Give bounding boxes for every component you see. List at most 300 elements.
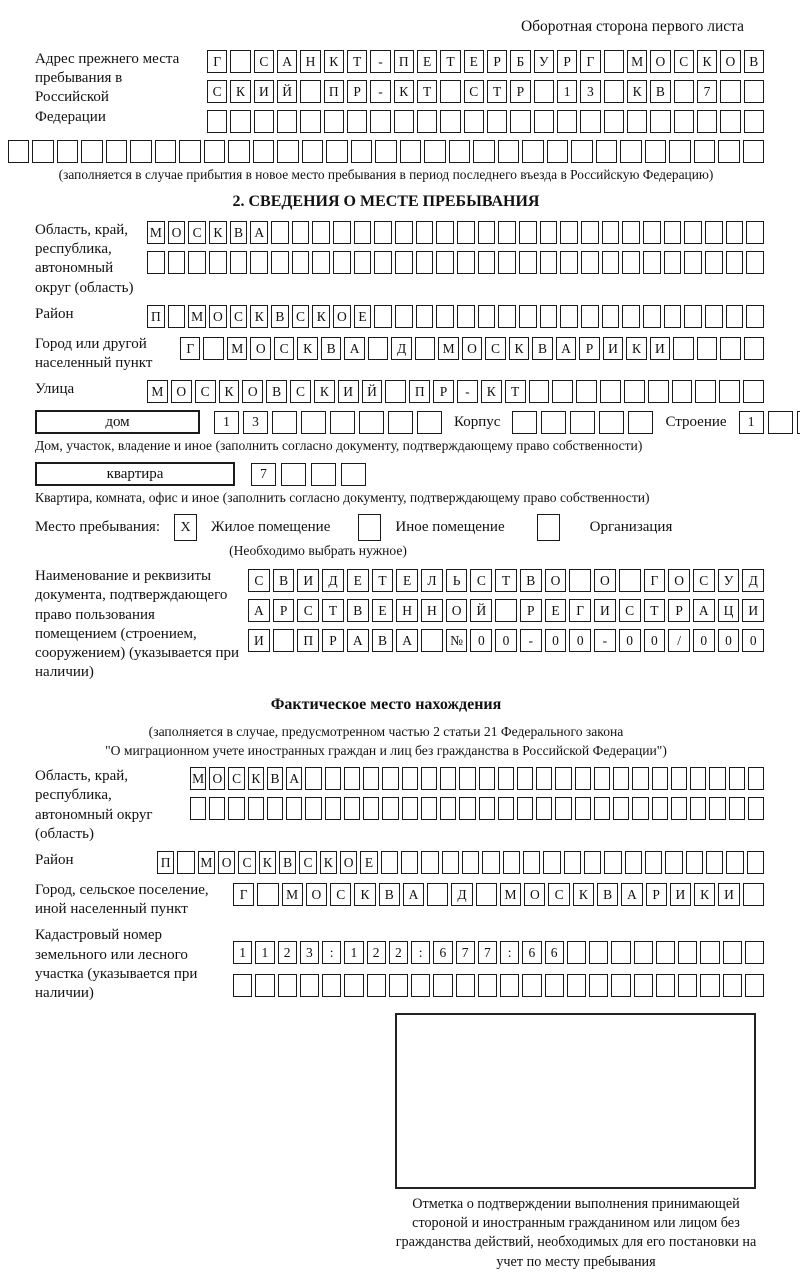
char-cell[interactable]: 2 [367, 941, 386, 964]
char-cell[interactable]: К [314, 380, 335, 403]
char-cell[interactable]: К [394, 80, 414, 103]
char-cell[interactable] [664, 221, 682, 244]
char-cell[interactable]: 2 [278, 941, 297, 964]
char-cell[interactable]: М [147, 380, 168, 403]
char-cell[interactable]: О [333, 305, 351, 328]
char-cell[interactable] [745, 974, 764, 997]
char-cell[interactable] [375, 140, 396, 163]
char-cell[interactable] [495, 599, 517, 622]
char-cell[interactable]: С [207, 80, 227, 103]
char-cell[interactable] [273, 629, 295, 652]
char-cell[interactable] [32, 140, 53, 163]
char-cell[interactable]: Г [580, 50, 600, 73]
char-cell[interactable]: О [242, 380, 263, 403]
char-cell[interactable] [746, 251, 764, 274]
char-cell[interactable]: 0 [495, 629, 517, 652]
char-cell[interactable]: Г [569, 599, 591, 622]
char-cell[interactable] [228, 140, 249, 163]
char-cell[interactable] [267, 797, 283, 820]
char-cell[interactable]: Е [545, 599, 567, 622]
char-cell[interactable] [312, 221, 330, 244]
char-cell[interactable] [498, 251, 516, 274]
char-cell[interactable] [498, 221, 516, 244]
char-cell[interactable] [627, 110, 647, 133]
char-cell[interactable] [204, 140, 225, 163]
char-cell[interactable]: Р [433, 380, 454, 403]
char-cell[interactable] [440, 767, 456, 790]
char-cell[interactable]: И [603, 337, 623, 360]
char-cell[interactable]: 1 [214, 411, 239, 434]
char-cell[interactable] [695, 380, 716, 403]
char-cell[interactable] [503, 851, 520, 874]
char-cell[interactable]: Н [421, 599, 443, 622]
char-cell[interactable] [363, 767, 379, 790]
char-cell[interactable]: С [238, 851, 255, 874]
char-cell[interactable] [632, 767, 648, 790]
char-cell[interactable]: М [500, 883, 521, 906]
char-cell[interactable] [648, 380, 669, 403]
char-cell[interactable] [395, 305, 413, 328]
char-cell[interactable] [705, 305, 723, 328]
char-cell[interactable]: О [650, 50, 670, 73]
char-cell[interactable] [498, 767, 514, 790]
char-cell[interactable] [581, 251, 599, 274]
char-cell[interactable]: Й [362, 380, 383, 403]
char-cell[interactable] [536, 797, 552, 820]
char-cell[interactable] [589, 941, 608, 964]
char-cell[interactable] [723, 974, 742, 997]
char-cell[interactable]: К [230, 80, 250, 103]
char-cell[interactable]: Й [277, 80, 297, 103]
char-cell[interactable]: П [324, 80, 344, 103]
char-cell[interactable]: Ц [718, 599, 740, 622]
char-cell[interactable]: С [292, 305, 310, 328]
char-cell[interactable] [168, 251, 186, 274]
char-cell[interactable]: Е [372, 599, 394, 622]
char-cell[interactable] [611, 941, 630, 964]
char-cell[interactable] [233, 974, 252, 997]
char-cell[interactable] [278, 974, 297, 997]
char-cell[interactable] [665, 851, 682, 874]
char-cell[interactable] [694, 140, 715, 163]
char-cell[interactable] [545, 974, 564, 997]
char-cell[interactable]: С [464, 80, 484, 103]
char-cell[interactable] [575, 767, 591, 790]
char-cell[interactable] [478, 305, 496, 328]
char-cell[interactable]: 6 [522, 941, 541, 964]
char-cell[interactable] [344, 767, 360, 790]
char-cell[interactable]: П [147, 305, 165, 328]
char-cell[interactable] [326, 140, 347, 163]
char-cell[interactable] [253, 140, 274, 163]
char-cell[interactable]: О [668, 569, 690, 592]
char-cell[interactable] [301, 411, 326, 434]
char-cell[interactable] [402, 767, 418, 790]
char-cell[interactable]: О [720, 50, 740, 73]
char-cell[interactable]: С [254, 50, 274, 73]
char-cell[interactable] [449, 140, 470, 163]
char-cell[interactable] [230, 50, 250, 73]
char-cell[interactable] [311, 463, 336, 486]
char-cell[interactable]: И [248, 629, 270, 652]
char-cell[interactable]: Т [487, 80, 507, 103]
char-cell[interactable] [411, 974, 430, 997]
char-cell[interactable]: К [320, 851, 337, 874]
char-cell[interactable] [745, 941, 764, 964]
char-cell[interactable] [705, 251, 723, 274]
char-cell[interactable] [478, 251, 496, 274]
char-cell[interactable]: Т [417, 80, 437, 103]
char-cell[interactable] [271, 251, 289, 274]
char-cell[interactable] [519, 305, 537, 328]
char-cell[interactable]: К [573, 883, 594, 906]
char-cell[interactable]: Р [510, 80, 530, 103]
char-cell[interactable] [400, 140, 421, 163]
char-cell[interactable] [464, 110, 484, 133]
char-cell[interactable] [324, 110, 344, 133]
char-cell[interactable] [457, 251, 475, 274]
char-cell[interactable] [664, 305, 682, 328]
char-cell[interactable] [478, 974, 497, 997]
char-cell[interactable]: Б [510, 50, 530, 73]
char-cell[interactable]: Н [300, 50, 320, 73]
char-cell[interactable] [594, 797, 610, 820]
char-cell[interactable]: А [286, 767, 302, 790]
char-cell[interactable]: О [250, 337, 270, 360]
char-cell[interactable] [678, 974, 697, 997]
char-cell[interactable] [534, 80, 554, 103]
char-cell[interactable] [330, 411, 355, 434]
char-cell[interactable] [442, 851, 459, 874]
char-cell[interactable] [277, 110, 297, 133]
char-cell[interactable] [255, 974, 274, 997]
char-cell[interactable] [487, 110, 507, 133]
char-cell[interactable] [534, 110, 554, 133]
char-cell[interactable] [479, 797, 495, 820]
char-cell[interactable] [747, 851, 764, 874]
char-cell[interactable]: К [697, 50, 717, 73]
char-cell[interactable]: В [230, 221, 248, 244]
char-cell[interactable] [421, 851, 438, 874]
char-cell[interactable] [300, 974, 319, 997]
char-cell[interactable]: Н [396, 599, 418, 622]
char-cell[interactable] [341, 463, 366, 486]
char-cell[interactable] [700, 941, 719, 964]
char-cell[interactable] [517, 767, 533, 790]
char-cell[interactable] [743, 380, 764, 403]
char-cell[interactable] [416, 251, 434, 274]
char-cell[interactable] [498, 797, 514, 820]
char-cell[interactable]: Е [417, 50, 437, 73]
char-cell[interactable] [684, 221, 702, 244]
char-cell[interactable] [440, 110, 460, 133]
char-cell[interactable]: К [694, 883, 715, 906]
char-cell[interactable] [436, 305, 454, 328]
char-cell[interactable] [645, 140, 666, 163]
char-cell[interactable]: О [168, 221, 186, 244]
char-cell[interactable] [622, 305, 640, 328]
char-cell[interactable] [228, 797, 244, 820]
char-cell[interactable] [433, 974, 452, 997]
char-cell[interactable] [560, 251, 578, 274]
char-cell[interactable]: Е [464, 50, 484, 73]
char-cell[interactable]: Ь [446, 569, 468, 592]
char-cell[interactable] [581, 221, 599, 244]
char-cell[interactable]: В [372, 629, 394, 652]
char-cell[interactable] [476, 883, 497, 906]
char-cell[interactable]: В [379, 883, 400, 906]
char-cell[interactable] [106, 140, 127, 163]
char-cell[interactable] [746, 221, 764, 244]
char-cell[interactable]: С [248, 569, 270, 592]
char-cell[interactable] [744, 337, 764, 360]
char-cell[interactable] [602, 221, 620, 244]
char-cell[interactable] [628, 411, 653, 434]
char-cell[interactable] [395, 251, 413, 274]
char-cell[interactable]: В [744, 50, 764, 73]
char-cell[interactable]: В [532, 337, 552, 360]
char-cell[interactable]: А [403, 883, 424, 906]
char-cell[interactable]: - [370, 50, 390, 73]
char-cell[interactable]: А [250, 221, 268, 244]
char-cell[interactable] [643, 251, 661, 274]
char-cell[interactable]: В [273, 569, 295, 592]
char-cell[interactable] [436, 251, 454, 274]
char-cell[interactable] [421, 767, 437, 790]
char-cell[interactable] [632, 797, 648, 820]
char-cell[interactable] [746, 305, 764, 328]
char-cell[interactable] [519, 251, 537, 274]
char-cell[interactable] [230, 251, 248, 274]
char-cell[interactable]: К [481, 380, 502, 403]
char-cell[interactable] [473, 140, 494, 163]
char-cell[interactable] [584, 851, 601, 874]
char-cell[interactable]: М [227, 337, 247, 360]
char-cell[interactable] [479, 767, 495, 790]
char-cell[interactable] [540, 251, 558, 274]
char-cell[interactable]: С [330, 883, 351, 906]
char-cell[interactable] [517, 797, 533, 820]
char-cell[interactable] [720, 80, 740, 103]
char-cell[interactable] [482, 851, 499, 874]
char-cell[interactable]: М [282, 883, 303, 906]
char-cell[interactable] [416, 305, 434, 328]
char-cell[interactable]: С [619, 599, 641, 622]
char-cell[interactable] [344, 797, 360, 820]
char-cell[interactable]: Г [180, 337, 200, 360]
char-cell[interactable] [209, 797, 225, 820]
char-cell[interactable]: С [297, 599, 319, 622]
char-cell[interactable] [440, 80, 460, 103]
char-cell[interactable]: 1 [557, 80, 577, 103]
char-cell[interactable] [498, 140, 519, 163]
char-cell[interactable]: 0 [569, 629, 591, 652]
char-cell[interactable] [557, 110, 577, 133]
char-cell[interactable]: О [209, 767, 225, 790]
char-cell[interactable]: 1 [344, 941, 363, 964]
char-cell[interactable] [748, 767, 764, 790]
char-cell[interactable]: К [259, 851, 276, 874]
char-cell[interactable] [570, 411, 595, 434]
char-cell[interactable] [743, 883, 764, 906]
char-cell[interactable] [619, 569, 641, 592]
char-cell[interactable]: И [650, 337, 670, 360]
char-cell[interactable]: Т [347, 50, 367, 73]
char-cell[interactable] [560, 305, 578, 328]
char-cell[interactable] [168, 305, 186, 328]
char-cell[interactable] [575, 797, 591, 820]
char-cell[interactable] [522, 974, 541, 997]
char-cell[interactable]: - [457, 380, 478, 403]
char-cell[interactable] [368, 337, 388, 360]
char-cell[interactable]: А [396, 629, 418, 652]
char-cell[interactable] [462, 851, 479, 874]
char-cell[interactable] [281, 463, 306, 486]
char-cell[interactable] [594, 767, 610, 790]
char-cell[interactable]: С [693, 569, 715, 592]
char-cell[interactable] [602, 305, 620, 328]
char-cell[interactable]: К [626, 337, 646, 360]
char-cell[interactable] [209, 251, 227, 274]
char-cell[interactable] [684, 305, 702, 328]
char-cell[interactable] [611, 974, 630, 997]
char-cell[interactable] [567, 974, 586, 997]
char-cell[interactable] [748, 797, 764, 820]
char-cell[interactable] [571, 140, 592, 163]
char-cell[interactable]: С [674, 50, 694, 73]
char-cell[interactable]: О [171, 380, 192, 403]
char-cell[interactable]: Р [557, 50, 577, 73]
char-cell[interactable] [744, 80, 764, 103]
char-cell[interactable] [271, 221, 289, 244]
char-cell[interactable] [417, 411, 442, 434]
char-cell[interactable] [643, 305, 661, 328]
char-cell[interactable] [669, 140, 690, 163]
char-cell[interactable] [650, 110, 670, 133]
char-cell[interactable] [540, 305, 558, 328]
char-cell[interactable] [581, 305, 599, 328]
char-cell[interactable]: : [411, 941, 430, 964]
char-cell[interactable]: 0 [619, 629, 641, 652]
char-cell[interactable] [726, 221, 744, 244]
char-cell[interactable]: К [324, 50, 344, 73]
char-cell[interactable]: № [446, 629, 468, 652]
char-cell[interactable]: В [267, 767, 283, 790]
char-cell[interactable]: : [322, 941, 341, 964]
char-cell[interactable] [743, 140, 764, 163]
char-cell[interactable]: Р [347, 80, 367, 103]
char-cell[interactable] [709, 797, 725, 820]
char-cell[interactable]: А [693, 599, 715, 622]
char-cell[interactable] [374, 221, 392, 244]
char-cell[interactable]: Л [421, 569, 443, 592]
char-cell[interactable]: К [209, 221, 227, 244]
char-cell[interactable]: А [344, 337, 364, 360]
char-cell[interactable] [684, 251, 702, 274]
char-cell[interactable]: С [195, 380, 216, 403]
char-cell[interactable] [272, 411, 297, 434]
char-cell[interactable] [634, 941, 653, 964]
char-cell[interactable]: О [306, 883, 327, 906]
char-cell[interactable] [292, 251, 310, 274]
char-cell[interactable] [300, 80, 320, 103]
char-cell[interactable]: К [627, 80, 647, 103]
char-cell[interactable] [277, 140, 298, 163]
char-cell[interactable] [322, 974, 341, 997]
char-cell[interactable] [564, 851, 581, 874]
char-cell[interactable]: М [627, 50, 647, 73]
char-cell[interactable] [620, 140, 641, 163]
char-cell[interactable] [389, 974, 408, 997]
checkbox-inoe[interactable] [358, 514, 381, 541]
char-cell[interactable]: С [228, 767, 244, 790]
char-cell[interactable] [8, 140, 29, 163]
char-cell[interactable]: Т [505, 380, 526, 403]
char-cell[interactable] [540, 221, 558, 244]
char-cell[interactable]: Д [322, 569, 344, 592]
char-cell[interactable]: Р [520, 599, 542, 622]
char-cell[interactable] [254, 110, 274, 133]
char-cell[interactable] [719, 380, 740, 403]
char-cell[interactable]: В [279, 851, 296, 874]
char-cell[interactable]: К [219, 380, 240, 403]
char-cell[interactable]: - [370, 80, 390, 103]
char-cell[interactable]: Е [360, 851, 377, 874]
char-cell[interactable] [604, 851, 621, 874]
char-cell[interactable] [388, 411, 413, 434]
char-cell[interactable]: 0 [693, 629, 715, 652]
char-cell[interactable] [729, 767, 745, 790]
char-cell[interactable] [697, 110, 717, 133]
char-cell[interactable] [440, 797, 456, 820]
char-cell[interactable] [580, 110, 600, 133]
char-cell[interactable]: И [297, 569, 319, 592]
char-cell[interactable]: 7 [478, 941, 497, 964]
char-cell[interactable] [697, 337, 717, 360]
char-cell[interactable]: 1 [233, 941, 252, 964]
char-cell[interactable] [512, 411, 537, 434]
char-cell[interactable] [652, 767, 668, 790]
char-cell[interactable]: Й [470, 599, 492, 622]
char-cell[interactable]: О [545, 569, 567, 592]
char-cell[interactable]: С [485, 337, 505, 360]
char-cell[interactable] [147, 251, 165, 274]
char-cell[interactable] [401, 851, 418, 874]
char-cell[interactable]: Г [207, 50, 227, 73]
char-cell[interactable]: 7 [697, 80, 717, 103]
char-cell[interactable] [354, 221, 372, 244]
char-cell[interactable]: С [188, 221, 206, 244]
char-cell[interactable]: С [274, 337, 294, 360]
char-cell[interactable]: Р [668, 599, 690, 622]
char-cell[interactable] [415, 337, 435, 360]
char-cell[interactable] [424, 140, 445, 163]
char-cell[interactable] [523, 851, 540, 874]
house-field-box[interactable]: дом [35, 410, 200, 434]
char-cell[interactable] [613, 767, 629, 790]
char-cell[interactable]: О [340, 851, 357, 874]
char-cell[interactable]: 3 [243, 411, 268, 434]
char-cell[interactable]: В [520, 569, 542, 592]
char-cell[interactable]: О [524, 883, 545, 906]
char-cell[interactable] [622, 251, 640, 274]
char-cell[interactable] [257, 883, 278, 906]
char-cell[interactable]: Д [391, 337, 411, 360]
char-cell[interactable] [700, 974, 719, 997]
char-cell[interactable]: М [198, 851, 215, 874]
char-cell[interactable]: 6 [433, 941, 452, 964]
char-cell[interactable]: С [299, 851, 316, 874]
